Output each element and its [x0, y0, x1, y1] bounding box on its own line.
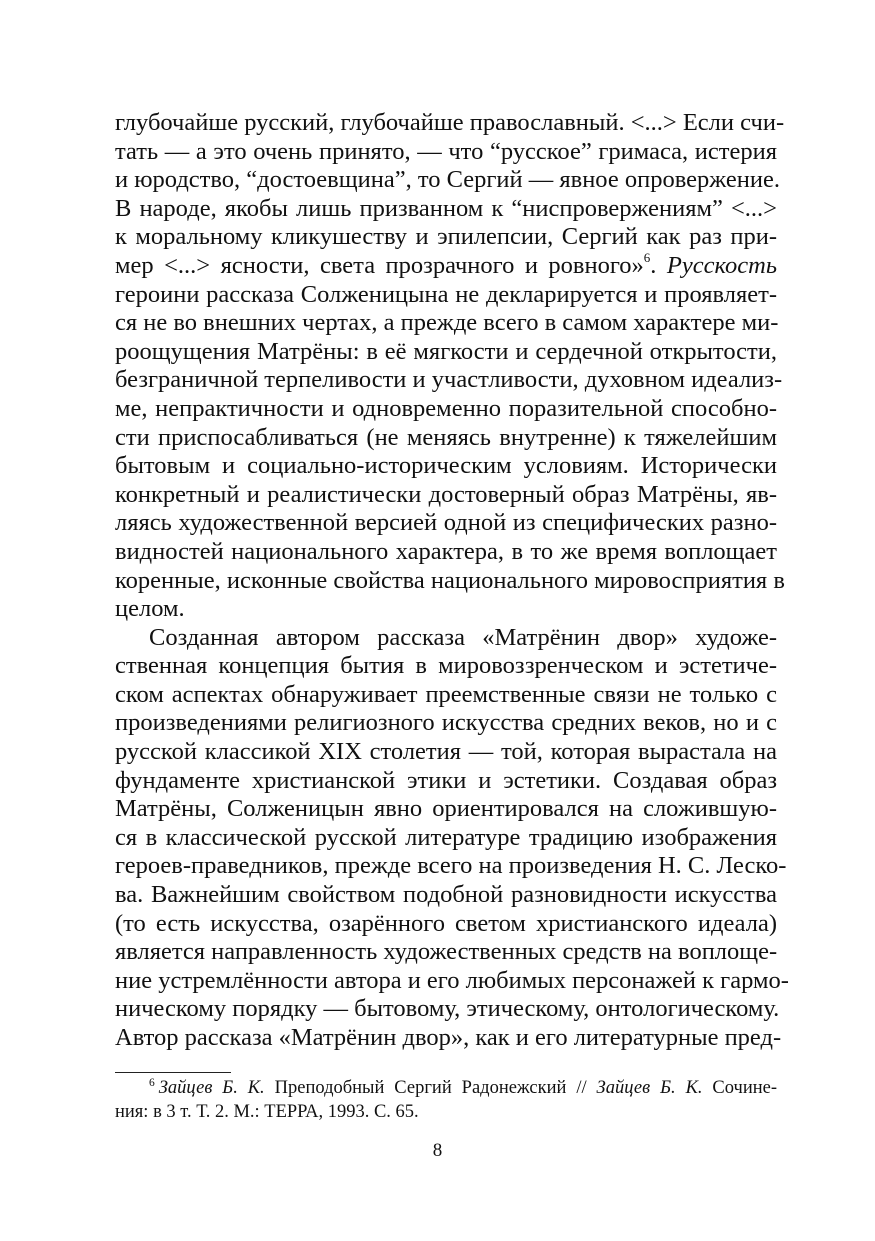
footnote-divider	[115, 1072, 231, 1073]
text-line: безграничной терпеливости и участливости, духовном идеализ-	[115, 366, 783, 394]
text-line: бытовым и социально-историческим условиям. Исторически	[115, 452, 777, 480]
text-line: глубочайше русский, глубочайше православный. <...> Если счи-	[115, 109, 785, 136]
text-line: Автор рассказа «Матрёнин двор», как и его литературные пред-	[115, 1024, 782, 1051]
text-line: к моральному кликушеству и эпилепсии, Сергий как раз при-	[115, 223, 777, 251]
text-line: ме, непрактичности и одновременно поразительной способно-	[115, 394, 777, 422]
page-number: 8	[432, 1140, 443, 1161]
text-line: произведениями религиозного искусства средних веков, но и с	[115, 709, 777, 737]
period: .	[650, 251, 657, 279]
text-line: видностей национального характера, в то же время воплощает	[115, 537, 777, 565]
main-text	[115, 109, 789, 1053]
paragraph-2	[115, 623, 789, 1053]
text-line: русской классикой XIX столетия — той, которая вырастала на	[115, 738, 777, 766]
footnote-number: 6	[149, 1076, 155, 1089]
text-line: фундаменте христианской этики и эстетики. Создавая образ	[115, 766, 777, 794]
text-line: героев-праведников, прежде всего на произведения Н. С. Леско-	[115, 852, 787, 880]
text-line: ляясь художественной версией одной из специфических разно-	[115, 509, 777, 537]
text-line: Матрёны, Солженицын явно ориентировался на сложившую-	[115, 795, 777, 823]
text-line: ственная концепция бытия в мировоззренческом и эстетиче-	[115, 652, 777, 680]
text-line: ническому порядку — бытовому, этическому, онтологическому.	[115, 995, 780, 1023]
text-line: является направленность художественных средств на воплоще-	[115, 938, 778, 966]
text-line	[115, 249, 777, 281]
paragraph-1	[115, 109, 785, 624]
text-line: ся не во внешних чертах, а прежде всего в самом характере ми-	[115, 309, 779, 337]
text-line: сти приспосабливаться (не меняясь внутренне) к тяжелейшим	[115, 423, 777, 451]
text-line: ва. Важнейшим свойством подобной разновидности искусства	[115, 881, 777, 909]
footnotes	[115, 1076, 777, 1124]
footnote-text: Сочине-	[712, 1078, 778, 1098]
text-line: конкретный и реалистически достоверный образ Матрёны, яв-	[115, 480, 777, 508]
footnote-line	[115, 1076, 777, 1100]
footnote-author: Зайцев Б. К.	[158, 1078, 265, 1098]
text-line: Созданная автором рассказа «Матрёнин двор» художе-	[149, 623, 777, 651]
footnote-author: Зайцев Б. К.	[596, 1078, 703, 1098]
text-line: тать — а это очень принято, — что “русское” гримаса, истерия	[115, 137, 777, 165]
text-line: героини рассказа Солженицына не декларируется и проявляет-	[115, 280, 777, 308]
text-line: целом.	[115, 595, 185, 623]
text-line: коренные, исконные свойства национального мировосприятия в	[115, 566, 785, 594]
italic-term: Русскость	[666, 251, 777, 279]
text-line: ся в классической русской литературе традицию изображения	[115, 823, 777, 851]
text-line: ние устремлённости автора и его любимых персонажей к гармо-	[115, 966, 789, 994]
footnote-line: ния: в 3 т. Т. 2. М.: ТЕРРА, 1993. С. 65.	[115, 1102, 419, 1122]
text-line: (то есть искусства, озарённого светом христианского идеала)	[115, 909, 777, 937]
text-line: В народе, якобы лишь призванном к “ниспровержениям” <...>	[115, 194, 777, 222]
footnote-ref-6[interactable]: 6	[643, 249, 651, 265]
footnote-title: Преподобный Сергий Радонежский //	[274, 1078, 587, 1098]
quote-end-text: мер <...> ясности, света прозрачного и ровного»	[115, 251, 644, 279]
text-line: и юродство, “достоевщина”, то Сергий — явное опровержение.	[115, 166, 780, 194]
text-line: ском аспектах обнаруживает преемственные связи не только с	[115, 680, 777, 708]
text-line: роощущения Матрёны: в её мягкости и сердечной открытости,	[115, 337, 777, 365]
